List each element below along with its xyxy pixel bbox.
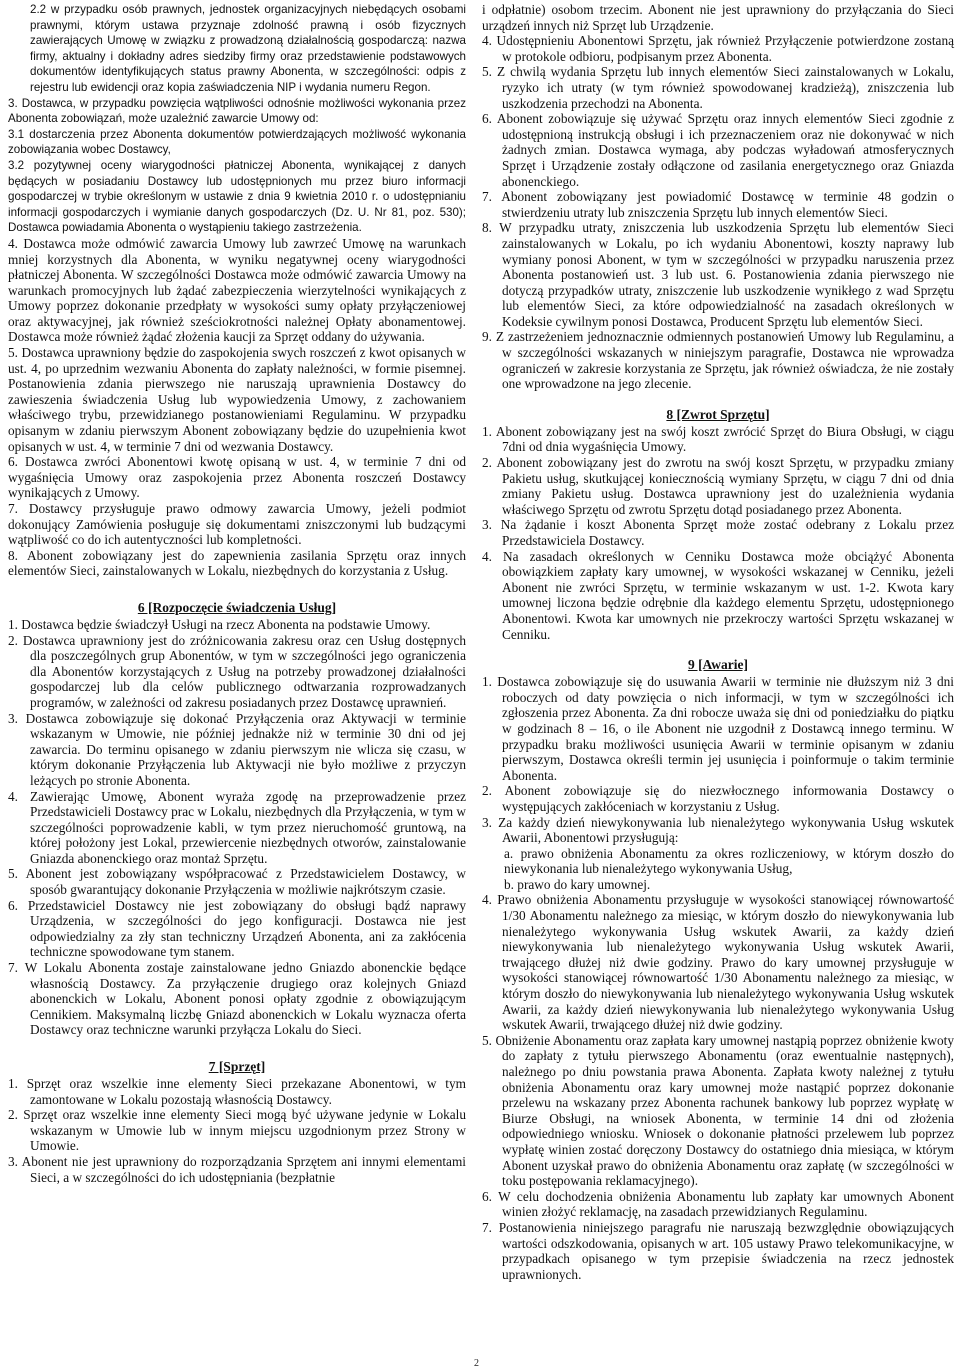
section-8-heading: 8 [Zwrot Sprzętu]	[666, 406, 770, 422]
section-7-item: 3. Abonent nie jest uprawniony do rozporządzania Sprzętem ani innymi elementami Sieci, a w szczególności do ich udostępniania (bezpłatnie	[8, 1153, 466, 1185]
section-6-item: 5. Abonent jest zobowiązany współpracować z Przedstawicielem Dostawcy, w sposób gwarantujący dokonanie Przyłączenia w możliwie najkrótszym czasie.	[8, 866, 466, 898]
left-column	[8, 2, 466, 1185]
section-9-item: 7. Postanowienia niniejszego paragrafu nie naruszają bezwzględnie obowiązujących wartości odszkodowania, opisanych w art. 105 ustawy Prawo telekomunikacyjne, w przypadkach opisanego w tym przepisie świadczenia na rzecz jednostek uprawnionych.	[482, 1219, 954, 1282]
section-6-item: 6. Przedstawiciel Dostawcy nie jest zobowiązany do obsługi bądź naprawy Urządzenia, w szczególności do jego konfiguracji. Dostawca nie jest odpowiedzialny za zły stan techniczny Urządzeń Abonenta, ani za zakłócenia techniczne spowodowane tym stanem.	[8, 897, 466, 960]
paragraph-7: 7. Dostawcy przysługuje prawo odmowy zawarcia Umowy, jeżeli podmiot dokonujący Zamówienia posługuje się dokumentami zniszczonymi lub budzącymi wątpliwość co do ich autentyczności lub kompletności.	[8, 501, 466, 548]
section-7-item: 7. Abonent zobowiązany jest powiadomić Dostawcę w terminie 48 godzin o stwierdzeniu utraty lub zniszczenia Sprzętu lub innych elementów Sieci.	[482, 189, 954, 220]
paragraph-3: 3. Dostawca, w przypadku powzięcia wątpliwości odnośnie możliwości wykonania przez Abonenta zobowiązań, może uzależnić zawarcie Umowy od:	[8, 96, 466, 126]
section-9-item: 6. W celu dochodzenia obniżenia Abonamentu lub zapłaty kar umownych Abonent winien złożyć reklamację, na zasadach przewidzianych Regulaminu.	[482, 1188, 954, 1220]
section-6-item: 4. Zawierając Umowę, Abonent wyraża zgodę na przeprowadzenie przez Przedstawicieli Dostawcy prac w Lokalu, niezbędnych dla Przyłączenia, w tym w szczególności poprowadzenie kabli, w tym przez nieruchomość gruntową, na której położony jest Lokal, przewiercenie niezbędnych otworów, zainstalowanie Gniazda abonenckiego oraz montaż Sprzętu.	[8, 788, 466, 866]
section-9-item: 5. Obniżenie Abonamentu oraz zapłata kary umownej nastąpią poprzez obniżenie kwoty do zapłaty z tytułu pierwszego Abonamentu (oraz ewentualnie następnych), należnego po dniu powstania prawa Abonenta. Zapłata kwoty należnej z tytułu obniżenia Abonamentu oraz kary umownej może nastąpić poprzez dokonanie przelewu na wskazany przez Abonenta rachunek bankowy lub poprzez wypłatę w Biurze Obsługi, na wniosek Abonenta, w terminie 14 dni od złożenia odpowiedniego wniosku. Wniosek o dokonanie płatności przelewem lub poprzez wypłatę winien zostać doręczony Dostawcy do ostatniego dnia miesiąca, w którym Abonent uzyskał prawo do obniżenia Abonamentu oraz zapłatę (w szczególności w toku postępowania reklamacyjnego).	[482, 1032, 954, 1189]
paragraph-3-2: 3.2 pozytywnej oceny wiarygodności płatniczej Abonenta, wynikającej z danych będących w posiadaniu Dostawcy lub udostępnionych mu przez biuro informacji gospodarczej w trybie określonym w ustawie z dnia 9 kwietnia 2010 r. o udostępnianiu informacji gospodarczych i wymianie danych gospodarczych (Dz. U. Nr 81, poz. 530); Dostawca powiadamia Abonenta o wystąpieniu takiego zastrzeżenia.	[8, 158, 466, 235]
section-6-heading: 6 [Rozpoczęcie świadczenia Usług]	[137, 599, 337, 615]
section-9-3-subitem: b. prawo do kary umownej.	[504, 876, 651, 892]
section-7-continuation: i odpłatnie) osobom trzecim. Abonent nie jest uprawniony do przyłączania do Sieci urządzeń innych niż Sprzęt lub Urządzenie.	[482, 2, 954, 33]
section-7-item: 1. Sprzęt oraz wszelkie inne elementy Sieci przekazane Abonentowi, w tym zamontowane w Lokalu pozostają własnością Dostawcy.	[8, 1076, 466, 1107]
section-7-item: 5. Z chwilą wydania Sprzętu lub innych elementów Sieci zainstalowanych w Lokalu, ryzyko ich utraty (w tym również spowodowanej kradzieżą), zniszczenia lub uszkodzenia przechodzi na Abonenta.	[482, 64, 954, 111]
section-8-item: 2. Abonent zobowiązany jest do zwrotu na swój koszt Sprzętu, w przypadku zmiany Pakietu usług, skutkującej koniecznością wymiany Sprzętu, w ciągu 7 dni od dnia zmiany Pakietu usług. Dostawca uprawniony jest do uzależnienia wydania właściwego Sprzętu od zwrotu Sprzętu dotąd posiadanego przez Abonenta.	[482, 455, 954, 517]
section-7-item: 2. Sprzęt oraz wszelkie inne elementy Sieci mogą być używane jedynie w Lokalu wskazanym w Umowie lub w innym miejscu uzgodnionym przez Strony w Umowie.	[8, 1107, 466, 1154]
section-8-item: 4. Na zasadach określonych w Cenniku Dostawca może obciążyć Abonenta obowiązkiem zapłaty kary umownej, w wysokości wskazanej w Cenniku, jeżeli Abonent nie zwróci Sprzętu, w terminie wskazanym w ust. 1-2. Kwota kary umownej liczona będzie odrębnie dla każdego elementu Sprzętu, udostępnionego Abonentowi. Kwota kar umownych nie przekroczy wartości Sprzętu wskazanej w Cenniku.	[482, 548, 954, 642]
section-8-item: 3. Na żądanie i koszt Abonenta Sprzęt może zostać odebrany z Lokalu przez Przedstawiciela Dostawcy.	[482, 517, 954, 548]
section-7-item: 4. Udostępnieniu Abonentowi Sprzętu, jak również Przyłączenie potwierdzone zostaną w protokole odbioru, podpisanym przez Abonenta.	[482, 33, 954, 64]
paragraph-6: 6. Dostawca zwróci Abonentowi kwotę opisaną w ust. 4, w terminie 7 dni od wygaśnięcia Umowy oraz zaspokojenia przez Abonenta roszczeń Dostawcy wynikających z Umowy.	[8, 454, 466, 501]
section-7-item: 8. W przypadku utraty, zniszczenia lub uszkodzenia Sprzętu lub elementów Sieci zainstalowanych w Lokalu, po ich wydaniu Abonentowi, koszty naprawy lub wymiany ponosi Abonent, w tym w szczególności w przypadku naruszenia przez Abonenta postanowień ust. 3 lub ust. 6. Postanowienia zdania pierwszego nie dotyczą przypadków utraty, zniszczenie lub uszkodzenie wynikłego z wad Sprzętu lub elementów Sieci, za które odpowiedzialność na zasadach określonych w Kodeksie cywilnym ponosi Dostawca, Producent Sprzętu lub elementów Sieci.	[482, 220, 954, 329]
section-6-item: 1. Dostawca będzie świadczył Usługi na rzecz Abonenta na podstawie Umowy.	[8, 616, 431, 632]
paragraph-3-1: 3.1 dostarczenia przez Abonenta dokumentów potwierdzających możliwość wykonania zobowiązania wobec Dostawcy,	[8, 127, 466, 157]
section-9-item: 1. Dostawca zobowiązuje się do usuwania Awarii w terminie nie dłuższym niż 3 dni roboczych od daty powzięcia o nich informacji, w tym w szczególności ich zgłoszenia przez Abonenta. Za dni robocze uważa się dni od poniedziałku do piątku w godzinach 8 – 16, o ile Abonent nie uzgodnił z Dostawcą innego terminu. W przypadku braku możliwości usunięcia Awarii w terminie opisanym w zdaniu pierwszym, Dostawca określi termin jej usunięcia i poinformuje o takim terminie Abonenta.	[482, 674, 954, 783]
section-7-heading: 7 [Sprzęt]	[208, 1059, 266, 1074]
paragraph-4: 4. Dostawca może odmówić zawarcia Umowy lub zawrzeć Umowę na warunkach mniej korzystnych dla Abonenta, w wyniku negatywnej oceny wiarygodności płatniczej Abonenta. W szczególności Dostawca może odmówić zawarcia Umowy na warunkach promocyjnych lub żądać zabezpieczenia wierzytelności wynikających z Umowy poprzez dokonanie przedpłaty w wysokości sumy opłaty przyłączeniowej oraz aktywacyjnej, jak również sześciokrotności należnej Opłaty abonamentowej. Dostawca może również żądać złożenia kaucji za Sprzęt oddany do używania.	[8, 235, 466, 345]
section-7-item: 9. Z zastrzeżeniem jednoznacznie odmiennych postanowień Umowy lub Regulaminu, a w szczególności wskazanych w niniejszym paragrafie, Dostawca nie wprowadza ograniczeń w zakresie korzystania ze Sprzętu, jak również oświadcza, że nie zostały one wprowadzone na jego zlecenie.	[482, 329, 954, 392]
section-9-item: 3. Za każdy dzień niewykonywania lub nienależytego wykonywania Usług wskutek Awarii, Abonentowi przysługują:	[482, 814, 954, 846]
section-6-item: 2. Dostawca uprawniony jest do zróżnicowania zakresu oraz cen Usług dostępnych dla poszczególnych grup Abonentów, w tym w szczególności jego ograniczenia dla Abonentów korzystających z Usług na potrzeby prowadzonej działalności gospodarczej lub dla celów publicznego odtwarzania rozprowadzanych programów, w zależności od zakresu posiadanych przez Dostawcę uprawnień.	[8, 632, 466, 710]
section-7-item: 6. Abonent zobowiązuje się używać Sprzętu oraz innych elementów Sieci zgodnie z udostępnioną instrukcją obsługi i ich przeznaczeniem oraz nie dokonywać w nich żadnych zmian. Dostawca wymaga, aby podczas wyładowań atmosferycznych Sprzęt i Urządzenie zostały odłączone od zasilania energetycznego oraz Gniazda abonenckiego.	[482, 111, 954, 189]
section-8-item: 1. Abonent zobowiązany jest na swój koszt zwrócić Sprzęt do Biura Obsługi, w ciągu 7dni od dnia wygaśnięcia Umowy.	[482, 423, 954, 455]
section-6-item: 3. Dostawca zobowiązuje się dokonać Przyłączenia oraz Aktywacji w terminie wskazanym w Umowie, nie później jednakże niż w terminie 30 dni od jej zawarcia. Do terminu opisanego w zdaniu pierwszym nie wlicza się czasu, w którym dokonanie Przyłączenia lub Aktywacji nie było możliwe z przyczyn leżących po stronie Abonenta.	[8, 710, 466, 788]
page-number: 2	[474, 1358, 479, 1369]
section-9-item: 2. Abonent zobowiązuje się do niezwłocznego informowania Dostawcy o występujących zakłóceniach w korzystaniu z Usług.	[482, 783, 954, 814]
right-column	[482, 2, 954, 1282]
paragraph-8: 8. Abonent zobowiązany jest do zapewnienia zasilania Sprzętu oraz innych elementów Sieci, zainstalowanych w Lokalu, niezbędnych do korzystania z Usług.	[8, 547, 466, 579]
section-9-3-subitem: a. prawo obniżenia Abonamentu za okres rozliczeniowy, w którym doszło do niewykonania lub nienależytego wykonywania Usług,	[504, 845, 954, 877]
section-6-item: 7. W Lokalu Abonenta zostaje zainstalowane jedno Gniazdo abonenckie będące własnością Dostawcy. Za przyłączenie drugiego oraz kolejnych Gniazd abonenckich w Lokalu, Abonent ponosi opłaty zgodnie z obowiązującym Cennikiem. Maksymalną liczbę Gniazd abonenckich w Lokalu wyznacza oferta Dostawcy oraz techniczne warunki przyłącza Lokalu do Sieci.	[8, 960, 466, 1038]
section-9-heading: 9 [Awarie]	[687, 657, 749, 673]
section-9-item: 4. Prawo obniżenia Abonamentu przysługuje w wysokości stanowiącej równowartość 1/30 Abonamentu należnego za miesiąc, w którym doszło do niewykonywania lub nienależytego wykonywania Usług wskutek Awarii, za każdy dzień niewykonywania lub nienależytego wykonywania Usług wskutek Awarii, trwającego dłużej niż dwie godziny. Prawo do kary umownej przysługuje w wysokości stanowiącej równowartość 1/30 Abonamentu należnego za miesiąc, w którym doszło do niewykonywania lub nienależytego wykonywania Usług wskutek Awarii, za każdy dzień niewykonywania lub nienależytego wykonywania Usług wskutek Awarii, trwającego dłużej niż dwie godziny.	[482, 892, 954, 1033]
paragraph-5: 5. Dostawca uprawniony będzie do zaspokojenia swych roszczeń z kwot opisanych w ust. 4, po uprzednim wezwaniu Abonenta do zapłaty należności, w formie pisemnej. Postanowienia zdania pierwszego nie naruszają uprawnienia Dostawcy do zawieszenia świadczenia Usług lub wypowiedzenia Umowy, z zachowaniem właściwego trybu, przewidzianego postanowieniami Regulaminu. W przypadku opisanym w zdaniu pierwszym Abonent zobowiązany będzie do uzupełnienia kwot opisanych w ust. 4, w terminie 7 dni od wezwania Dostawcy.	[8, 345, 466, 454]
paragraph-2-2: 2.2 w przypadku osób prawnych, jednostek organizacyjnych niebędących osobami prawnymi, którym ustawa przyznaje zdolność prawną i osób fizycznych zawierających Umowę w związku z prowadzoną działalnością gospodarczą: nazwa firmy, aktualny i dokładny adres siedziby firmy oraz przedstawienie podstawowych dokumentów identyfikujących status prawny Abonenta, w szczególności: odpis z rejestru lub ewidencji oraz kopia zaświadczenia NIP i wydania numeru Regon.	[30, 3, 466, 94]
